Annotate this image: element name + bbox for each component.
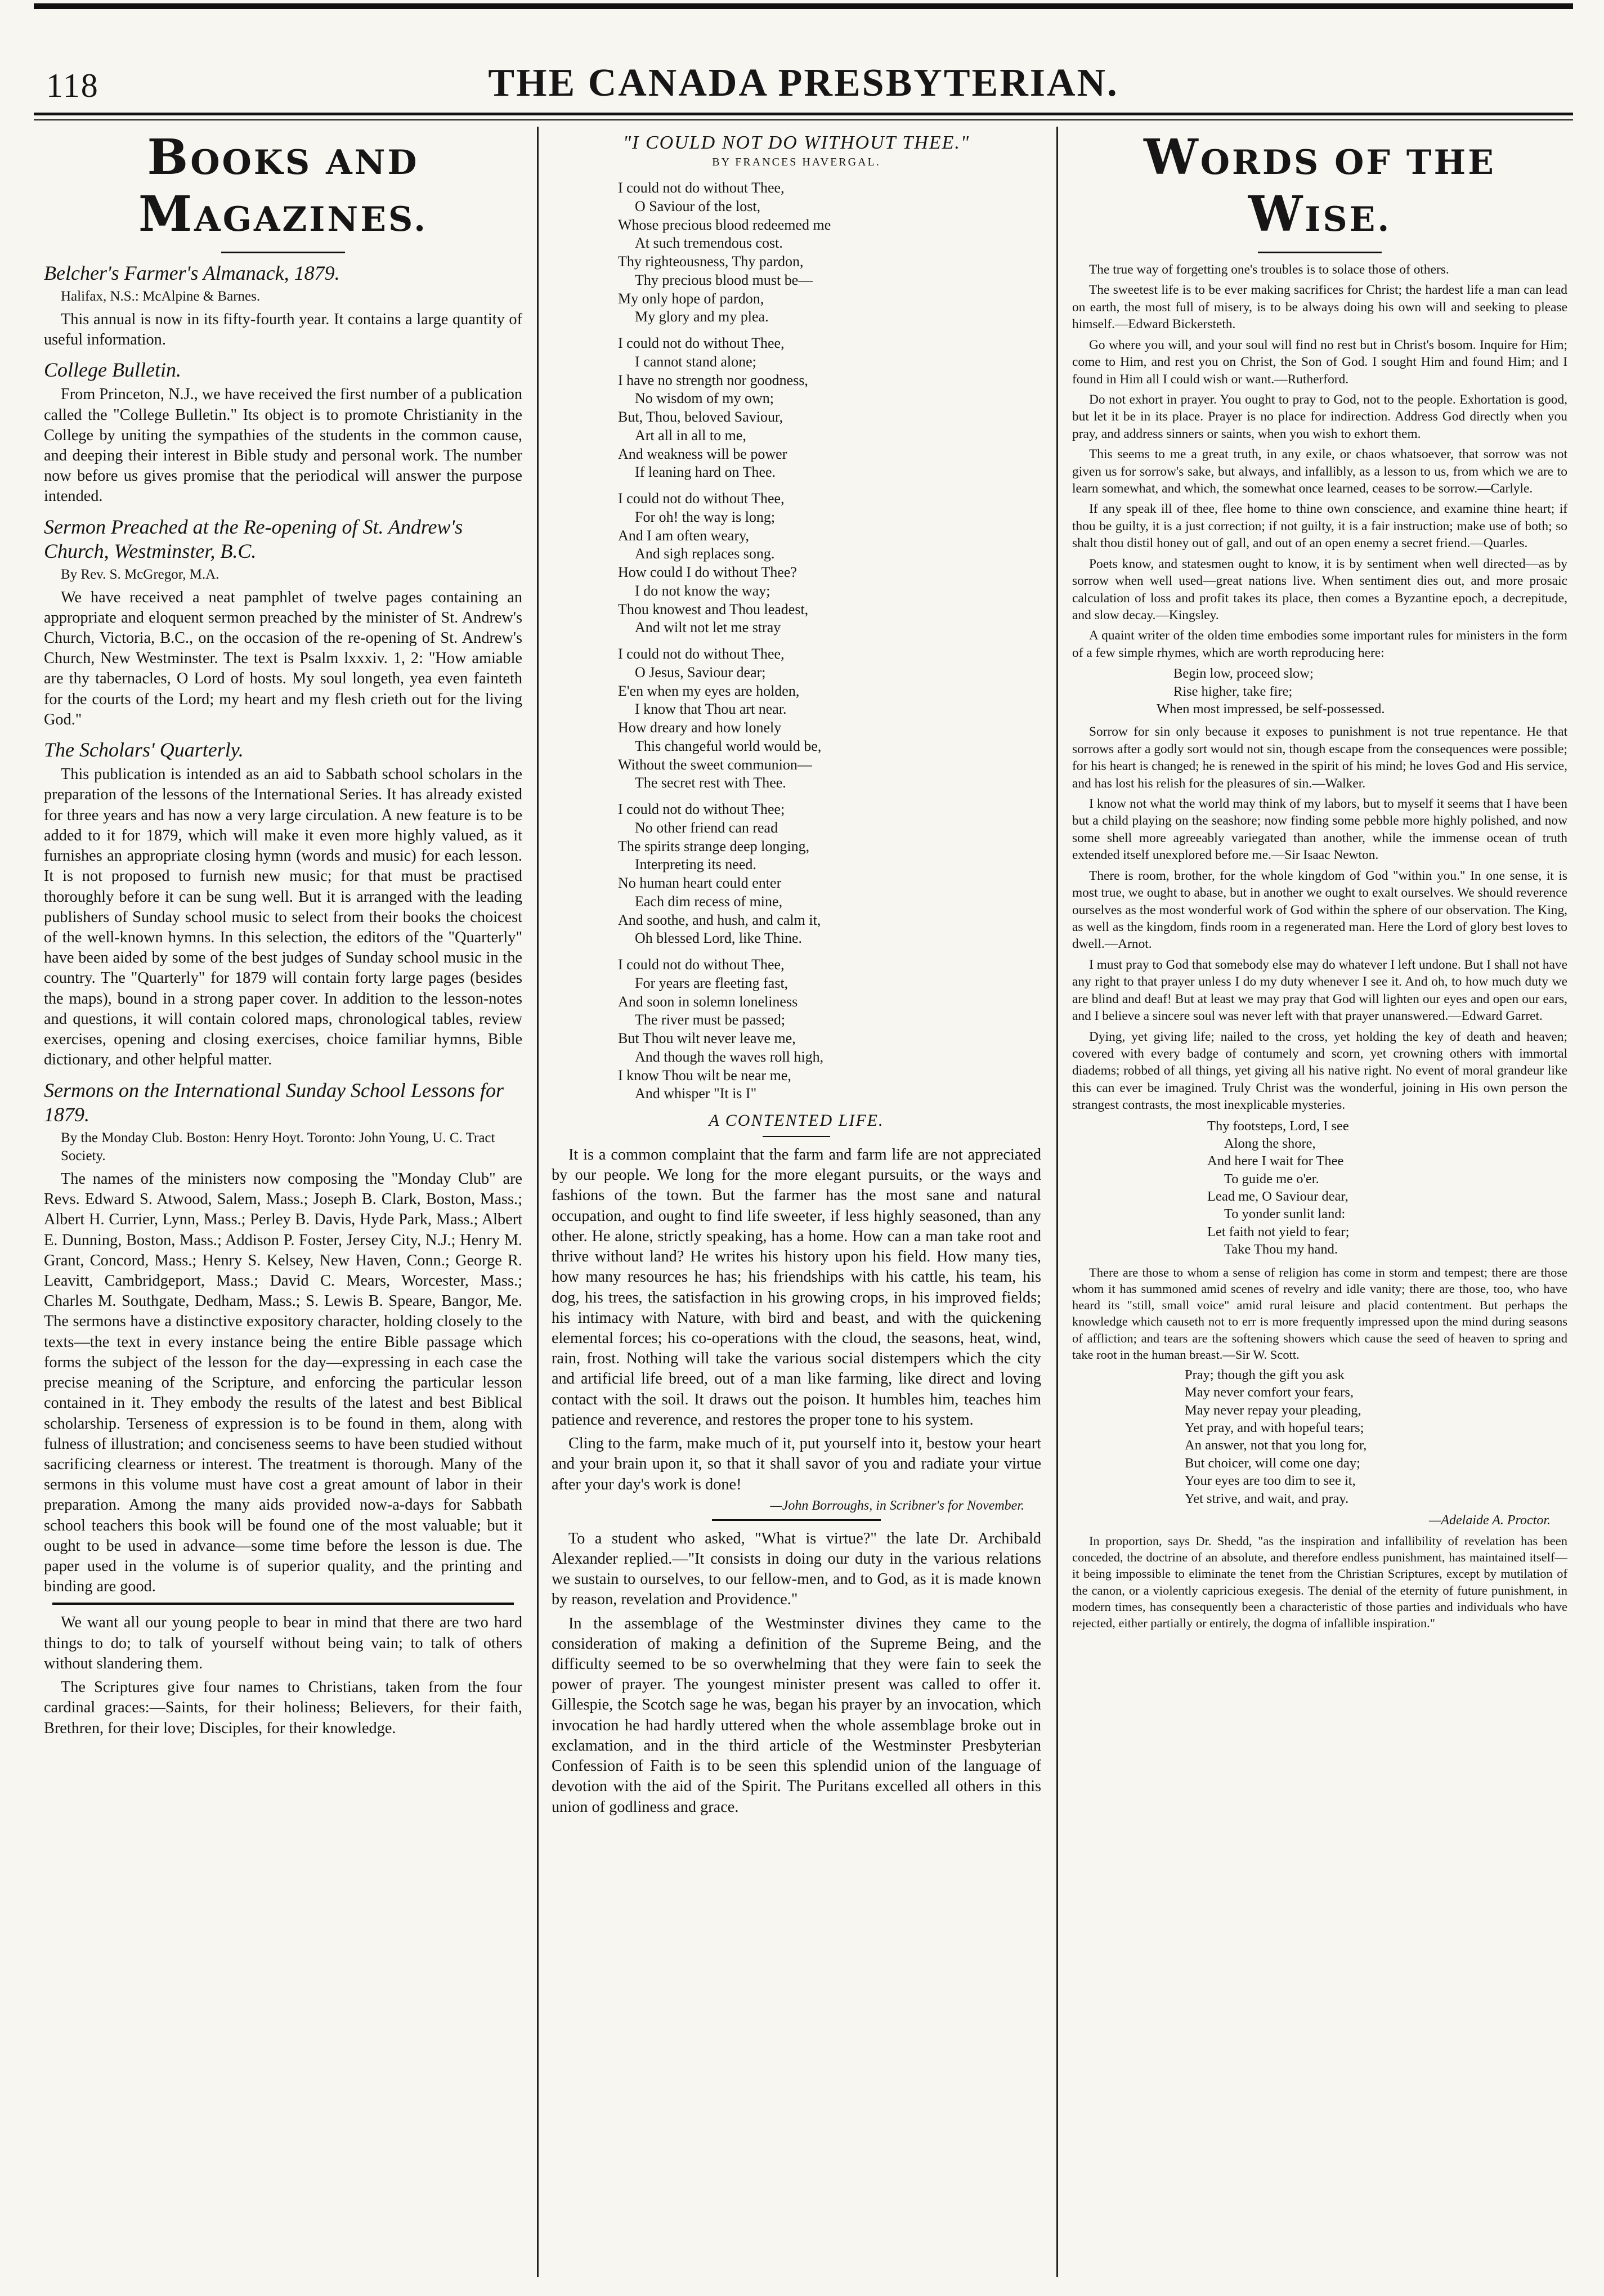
section-rule <box>1258 252 1382 253</box>
verse-attribution: —Adelaide A. Proctor. <box>1429 1512 1551 1528</box>
page-number: 118 <box>46 67 99 104</box>
review-body: From Princeton, N.J., we have received the first number of a publication called the "College Bulletin." Its object is to promote Christianity in the College by uniting the sympathies of the students in the common cause, and deeping their interest in Bible study and personal work. The number now before us gives promise that the periodical will answer the purpose intended. <box>44 386 522 505</box>
essay-attribution: —John Borroughs, in Scribner's for November. <box>770 1498 1024 1513</box>
review-title: Sermons on the International Sunday School Lessons for 1879. <box>44 1078 504 1126</box>
divider-rule <box>52 1603 514 1605</box>
verse-line: My glory and my plea. <box>635 308 769 325</box>
verse-line: I could not do without Thee, <box>618 335 785 351</box>
heading-part: ORDS OF THE <box>1200 143 1496 182</box>
poem-title: "I COULD NOT DO WITHOUT THEE." <box>622 132 970 153</box>
section-heading-words <box>1072 129 1567 243</box>
verse-line: Along the shore, <box>1224 1136 1316 1151</box>
verse-line: O Saviour of the lost, <box>635 198 761 214</box>
verse-line: May never comfort your fears, <box>1185 1385 1354 1400</box>
poem-byline: BY FRANCES HAVERGAL. <box>712 156 881 168</box>
verse-line: Interpreting its need. <box>635 856 756 873</box>
review-publisher: By Rev. S. McGregor, M.A. <box>61 567 219 582</box>
poem-stanza <box>618 645 1041 793</box>
verse-line: No wisdom of my own; <box>635 390 774 407</box>
verse-line: Pray; though the gift you ask <box>1185 1367 1345 1383</box>
column-words-of-the-wise <box>1072 127 1567 2277</box>
column-books-and-magazines <box>44 127 522 2277</box>
verse-line: And though the waves roll high, <box>635 1048 824 1065</box>
paragraph: The Scriptures give four names to Christians, taken from the four cardinal graces:—Saints, for their holiness; Believers, for their faith, Brethren, for their love; Disciples, for their knowledge. <box>44 1679 522 1737</box>
paragraph: In the assemblage of the Westminster divines they came to the consideration of making a definition of the Supreme Being, and the difficulty seemed to be so overwhelming that they were fain to seek the power of prayer. The youngest minister present was called to offer it. Gillespie, the Scotch sage he was, began his prayer by an invocation, which invocation he had hardly uttered when the whole assemblage broke out in exclamation, and in the third article of the Westminster Presbyterian Confession of Faith is to be seen this splendid union of the language of devotion with the aid of the Spirit. The Puritans excelled all others in this union of godliness and grace. <box>552 1614 1041 1816</box>
quote-paragraph: Poets know, and statesmen ought to know, it is by sentiment when well directed—as by sorrow when well used—great nations live. When sentiment dies out, and more prosaic calculation of loss and profit takes its place, then comes a Byzantine epoch, a decrepitude, and slow decay.—Kingsley. <box>1072 556 1567 623</box>
verse-line: How dreary and how lonely <box>618 719 782 736</box>
title-rule <box>763 1136 830 1137</box>
quote-paragraph: A quaint writer of the olden time embodies some important rules for ministers in the form of a few simple rhymes, which are worth reproducing here: <box>1072 628 1567 660</box>
verse-line: The spirits strange deep longing, <box>618 838 810 854</box>
verse-line: I could not do without Thee, <box>618 180 785 196</box>
masthead-title: THE CANADA PRESBYTERIAN. <box>488 61 1119 105</box>
essay-title: A CONTENTED LIFE. <box>709 1111 884 1130</box>
verse-line: I know that Thou art near. <box>635 701 787 718</box>
divider-rule <box>712 1519 881 1521</box>
verse <box>1207 1117 1567 1259</box>
heading-initial-w: W <box>1144 129 1200 186</box>
verse-line: My only hope of pardon, <box>618 290 764 307</box>
verse-line: And I am often weary, <box>618 527 749 544</box>
review-body: This annual is now in its fifty-fourth year. It contains a large quantity of useful information. <box>44 310 522 348</box>
verse-line: I cannot stand alone; <box>635 353 756 370</box>
verse-line: To guide me o'er. <box>1224 1171 1319 1187</box>
verse-line: Your eyes are too dim to see it, <box>1185 1473 1356 1489</box>
verse-line: Without the sweet communion— <box>618 756 812 773</box>
verse-line: E'en when my eyes are holden, <box>618 682 800 699</box>
verse-line: Whose precious blood redeemed me <box>618 216 831 233</box>
essay-paragraph: Cling to the farm, make much of it, put yourself into it, bestow your heart and your brain upon it, so that it shall savor of you and radiate your virtue after your day's work is done! <box>552 1435 1041 1493</box>
rhyme <box>1157 665 1567 718</box>
verse-line: When most impressed, be self-possessed. <box>1157 701 1385 717</box>
verse-line: For oh! the way is long; <box>635 508 776 525</box>
review-title: College Bulletin. <box>44 359 181 382</box>
verse-line: No other friend can read <box>635 819 778 836</box>
verse-line: I have no strength nor goodness, <box>618 372 808 388</box>
essay-paragraph: It is a common complaint that the farm and farm life are not appreciated by our people. We long for the more elegant pursuits, or the ways and fashions of the town. But the farmer has the most sane and natural occupation, and ought to find life sweeter, if less highly seasoned, than any other. He alone, strictly speaking, has a home. How can a man take root and thrive without land? He writes his history upon his field. How many ties, how many resources he has; his friendships with his cattle, his team, his dog, his trees, the satisfaction in his growing crops, in his improved fields; his intimacy with Nature, with bird and beast, and with the quickening elemental forces; his co-operations with the cloud, the seasons, heat, wind, rain, frost. Nothing will take the various social distempers which the city and artificial life breed, out of a man like farming, like direct and loving contact with the soil. It draws out the poison. It humbles him, teaches him patience and reverence, and restores the proper tone to his system. <box>552 1146 1041 1429</box>
verse-line: I know Thou wilt be near me, <box>618 1067 791 1084</box>
quote-paragraph: The true way of forgetting one's troubles is to solace those of others. <box>1089 262 1449 277</box>
quote-paragraph: The sweetest life is to be ever making sacrifices for Christ; the hardest life a man can lead on earth, the most full of misery, is to be always doing his own will and seeking to please himself.—Edward Bickersteth. <box>1072 283 1567 332</box>
verse-line: And wilt not let me stray <box>635 619 781 636</box>
verse-line: No human heart could enter <box>618 875 782 891</box>
review-title: The Scholars' Quarterly. <box>44 739 244 762</box>
verse-line: Let faith not yield to fear; <box>1207 1224 1350 1239</box>
verse-line: This changeful world would be, <box>635 737 822 754</box>
verse-line: And whisper "It is I" <box>635 1085 757 1102</box>
verse-line: Yet pray, and with hopeful tears; <box>1185 1420 1364 1436</box>
verse <box>1185 1366 1567 1507</box>
review-body: We have received a neat pamphlet of twelve pages containing an appropriate and eloquent sermon preached by the minister of St. Andrew's Church, Victoria, B.C., on the occasion of the re-opening of St. Andrew's Church, New Westminster. The text is Psalm lxxxiv. 1, 2: "How amiable are thy tabernacles, O Lord of hosts. My soul longeth, yea even fainteth for the courts of the Lord; my heart and my flesh crieth out for the living God." <box>44 588 522 728</box>
quote-paragraph: In proportion, says Dr. Shedd, "as the inspiration and infallibility of revelation has been conceded, the doctrine of an absolute, and therefore endless punishment, has maintained itself—it being impossible to eliminate the tenet from the Christian Scriptures, except by mutilation of the canon, or a violently capricious exegesis. The denial of the eternity of future punishment, in modern times, has consequently been a characteristic of those parties and individuals who have rejected, either partially or entirely, the dogma of infallible inspiration." <box>1072 1533 1567 1631</box>
quote-paragraph: This seems to me a great truth, in any exile, or chaos whatsoever, that sorrow was not given us for sorrow's sake, but always, and infallibly, as a lesson to us, from which we are to learn somewhat, and which, the somewhat once learned, ceases to be sorrow.—Carlyle. <box>1072 447 1567 496</box>
verse-line: I could not do without Thee, <box>618 490 785 507</box>
quote-paragraph: There is room, brother, for the whole kingdom of God "within you." In one sense, it is most true, we ought to abase, but in another we ought to exalt ourselves. We should reverence ourselves as the most wonderful work of God within the sphere of our observation. The King, as well as the kingdom, finds room in a regenerated man. Here the Lord of glory best loves to dwell.—Arnot. <box>1072 868 1567 952</box>
verse-line: And soothe, and hush, and calm it, <box>618 911 821 928</box>
review-body: This publication is intended as an aid to Sabbath school scholars in the preparation of the lessons of the International Series. It has already existed for three years and has now a very large circulation. A new feature is to be added to it for 1879, which will make it even more highly valued, as it furnishes an appropriate closing hymn (words and music) for each lesson. It is not proposed to furnish new music; for that must be practised thoroughly before it can be sung well. But it is arranged with the leading publishers of Sunday school music to select from their books the choicest of the well-known hymns. In this selection, the editors of the "Quarterly" have been aided by some of the best judges of Sunday school music in the country. The "Quarterly" for 1879 will contain forty large pages (besides the maps), bound in a strong paper cover. In addition to the lesson-notes and questions, it will contain colored maps, chronological tables, review exercises, opening and closing exercises, choice familiar hymns, Bible dictionary, and other helpful matter. <box>44 766 522 1069</box>
verse-line: I do not know the way; <box>635 582 770 599</box>
verse-line: An answer, not that you long for, <box>1185 1438 1367 1453</box>
verse-line: Art all in all to me, <box>635 427 746 444</box>
poem-stanza <box>618 179 1041 326</box>
quote-paragraph: Go where you will, and your soul will find no rest but in Christ's bosom. Inquire for Him; come to Him, and rest you on Christ, the Son of God. I sought Him and found Him; and I found in Him all I could wish or want.—Rutherford. <box>1072 337 1567 387</box>
quote-paragraph: Dying, yet giving life; nailed to the cross, yet holding the key of death and heaven; covered with every badge of contumely and scorn, yet crowning others with immortal diadems; robbed of all things, yet giving all his native right. No event of moral grandeur like this can ever be imagined. Truly Christ was the wonderful, joining in His own person the strangest contrasts, the most inexplicable mysteries. <box>1072 1029 1567 1113</box>
verse-line: To yonder sunlit land: <box>1224 1206 1346 1222</box>
review-body: The names of the ministers now composing the "Monday Club" are Revs. Edward S. Atwood, Salem, Mass.; Joseph B. Clark, Boston, Mass.; Albert H. Currier, Lynn, Mass.; Perley B. Davis, Hyde Park, Mass.; Albert E. Dunning, Boston, Mass.; Addison P. Foster, Jersey City, N.J.; Henry M. Grant, Concord, Mass.; Henry S. Kelsey, New Haven, Conn.; George R. Leavitt, Cambridgeport, Mass.; David C. Mears, Worcester, Mass.; Charles M. Southgate, Dedham, Mass.; S. Lewis B. Speare, Bangor, Me. The sermons have a distinctive expository character, holding closely to the texts—the text in every instance being the entire Bible passage which forms the subject of the lesson for the day—expressing in each case the precise meaning of the Scripture, and enforcing the particular lesson contained in it. They embody the results of the latest and best Biblical scholarship. Terseness of expression is to be found in them, along with fulness of illustration; and conciseness seems to have been studied without sacrificing clearness or interest. The treatment is thorough. Many of the sermons in this volume must have cost a great amount of labor in their preparation. Among the many aids provided now-a-days for Sabbath school teachers this book will be found one of the most valuable; but it ought to be used in advance—some time before the lesson is due. The paper used in the volume is of superior quality, and the printing and binding are good. <box>44 1170 522 1596</box>
paragraph: To a student who asked, "What is virtue?" the late Dr. Archibald Alexander replied.—"It consists in doing our duty in the various relations we sustain to ourselves, to our fellow-men, and to God, as it is made known by reason, revelation and Providence." <box>552 1529 1041 1609</box>
verse-line: But choicer, will come one day; <box>1185 1455 1360 1471</box>
poem-stanza <box>618 334 1041 482</box>
verse-line: The river must be passed; <box>635 1012 786 1028</box>
column-divider-2 <box>1056 127 1058 2277</box>
masthead-rule-thin <box>34 119 1573 120</box>
quote-paragraph: I know not what the world may think of my labors, but to myself it seems that I have been but a child playing on the seashore; now finding some pebble more highly polished, and now some shell more agreeably variegated than another, while the immense ocean of truth extended itself unexplored before me.—Sir Isaac Newton. <box>1072 796 1567 863</box>
section-rule <box>221 252 345 253</box>
verse-line: But, Thou, beloved Saviour, <box>618 409 783 425</box>
poem-stanza <box>618 490 1041 637</box>
verse-line: At such tremendous cost. <box>635 235 783 252</box>
quote-paragraph: Sorrow for sin only because it exposes to punishment is not true repentance. He that sorrows after a godly sort would not sin, though escape from the consequences were possible; for his heart is changed; he is renewed in the spirit of his mind; he loves God and His service, and has lost his relish for the pleasures of sin.—Walker. <box>1072 724 1567 791</box>
quote-paragraph: Do not exhort in prayer. You ought to pray to God, not to the people. Exhortation is good, but let it be in its place. Prayer is no place for indirection. Address God directly when you pray, and address sinners or saints, when you wish to exhort them. <box>1072 392 1567 441</box>
page-header <box>34 21 1573 105</box>
paragraph: We want all our young people to bear in mind that there are two hard things to do; to talk of yourself without being vain; to talk of others without slandering them. <box>44 1614 522 1672</box>
masthead-rule-thick <box>34 113 1573 115</box>
review-publisher: By the Monday Club. Boston: Henry Hoyt. Toronto: John Young, U. C. Tract Society. <box>61 1130 495 1164</box>
verse-line: Lead me, O Saviour dear, <box>1207 1189 1348 1205</box>
verse-line: But Thou wilt never leave me, <box>618 1030 796 1046</box>
verse-line: I could not do without Thee, <box>618 956 785 973</box>
verse-line: If leaning hard on Thee. <box>635 464 776 481</box>
heading-part: ISE. <box>1305 200 1392 239</box>
verse-line: The secret rest with Thee. <box>635 775 786 791</box>
verse-line: Take Thou my hand. <box>1224 1242 1338 1257</box>
verse-line: And sigh replaces song. <box>635 545 775 562</box>
heading-initial-w: W <box>1248 186 1305 243</box>
heading-part: OOKS AND <box>190 143 419 182</box>
top-rule <box>34 3 1573 9</box>
verse-line: Rise higher, take fire; <box>1173 683 1293 699</box>
verse-line: Thy footsteps, Lord, I see <box>1207 1118 1349 1134</box>
verse-line: May never repay your pleading, <box>1185 1402 1361 1418</box>
verse-line: I could not do without Thee, <box>618 646 785 662</box>
verse-line: And soon in solemn loneliness <box>618 993 798 1010</box>
verse-line: And here I wait for Thee <box>1207 1153 1344 1169</box>
verse-line: How could I do without Thee? <box>618 564 797 580</box>
review-title: Sermon Preached at the Re-opening of St. Andrew's Church, Westminster, B.C. <box>44 515 463 562</box>
verse-line: Thy righteousness, Thy pardon, <box>618 253 804 270</box>
heading-initial-m: M <box>138 186 195 243</box>
verse-line: For years are fleeting fast, <box>635 974 788 991</box>
verse-line: Thou knowest and Thou leadest, <box>618 601 809 617</box>
heading-initial-b: B <box>147 129 191 186</box>
verse-line: Thy precious blood must be— <box>635 271 813 288</box>
review-publisher: Halifax, N.S.: McAlpine & Barnes. <box>61 289 261 305</box>
verse-line: Each dim recess of mine, <box>635 893 783 910</box>
quote-paragraph: If any speak ill of thee, flee home to thine own conscience, and examine thine heart; if thou be guilty, it is a just correction; if not guilty, it is a fair instruction; make use of both; so shalt thou distil honey out of gall, and out of an open enemy a secret friend.—Quarles. <box>1072 502 1567 551</box>
poem-stanza <box>618 800 1041 948</box>
verse-line: I could not do without Thee; <box>618 801 785 817</box>
verse-line: Oh blessed Lord, like Thine. <box>635 930 803 947</box>
verse-line: O Jesus, Saviour dear; <box>635 664 766 681</box>
column-divider-1 <box>537 127 539 2277</box>
column-poem-and-essay <box>552 127 1041 2277</box>
quote-paragraph: There are those to whom a sense of religion has come in storm and tempest; there are those whom it has summoned amid scenes of revelry and idle vanity; there are those, too, who have heard its "still, small voice" amid rural leisure and placid contentment. But perhaps the knowledge which causeth not to err is more frequently impressed upon the mind during seasons of affliction; and tears are the softening showers which cause the seed of heaven to spring and take root in the human breast.—Sir W. Scott. <box>1072 1265 1567 1362</box>
review-title: Belcher's Farmer's Almanack, 1879. <box>44 262 340 284</box>
heading-part: AGAZINES. <box>194 200 428 239</box>
verse-line: Yet strive, and wait, and pray. <box>1185 1491 1349 1506</box>
verse-line: And weakness will be power <box>618 445 787 462</box>
poem-stanza <box>618 956 1041 1103</box>
verse-line: Begin low, proceed slow; <box>1173 666 1314 682</box>
section-heading-books <box>44 129 522 243</box>
quote-paragraph: I must pray to God that somebody else may do whatever I left undone. But I shall not have any right to that prayer unless I do my duty whenever I see it. And oh, to how much duty we are blind and deaf! But at least we may pray that God will lighten our eyes and open our ears, and I believe a sincere soul was never left with that prayer unanswered.—Edward Garret. <box>1072 957 1567 1024</box>
